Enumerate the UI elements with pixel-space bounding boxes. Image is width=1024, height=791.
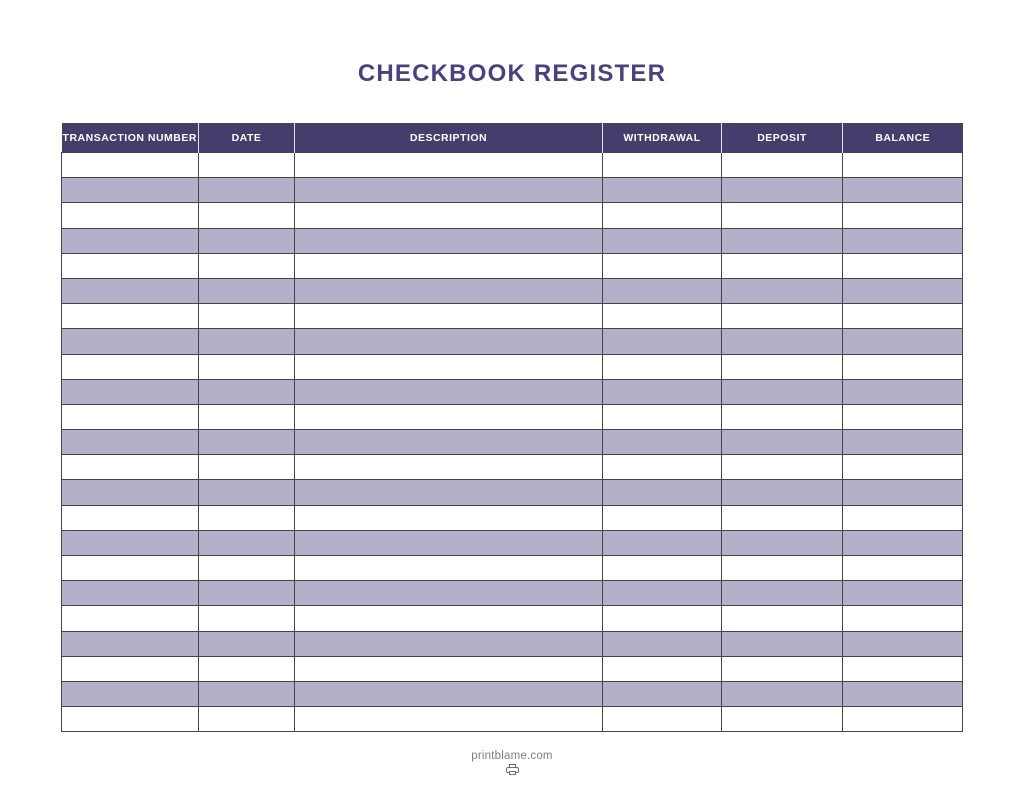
table-cell: [843, 153, 963, 178]
table-row: [62, 656, 963, 681]
table-cell: [603, 631, 722, 656]
table-cell: [295, 278, 603, 303]
table-row: [62, 329, 963, 354]
table-cell: [62, 707, 199, 732]
table-cell: [603, 203, 722, 228]
table-row: [62, 631, 963, 656]
table-cell: [199, 278, 295, 303]
footer: [0, 750, 1024, 775]
table-cell: [62, 430, 199, 455]
column-header-transaction-number: TRANSACTION NUMBER: [62, 123, 199, 153]
table-cell: [62, 480, 199, 505]
table-cell: [62, 203, 199, 228]
table-cell: [62, 505, 199, 530]
table-cell: [62, 178, 199, 203]
table-cell: [199, 404, 295, 429]
table-row: [62, 707, 963, 732]
table-cell: [843, 480, 963, 505]
table-cell: [603, 404, 722, 429]
table-cell: [722, 581, 843, 606]
table-cell: [295, 681, 603, 706]
table-cell: [722, 556, 843, 581]
table-cell: [199, 556, 295, 581]
table-cell: [199, 178, 295, 203]
table-cell: [603, 530, 722, 555]
table-cell: [295, 379, 603, 404]
table-cell: [62, 304, 199, 329]
table-cell: [843, 379, 963, 404]
table-cell: [199, 253, 295, 278]
table-cell: [722, 153, 843, 178]
table-row: [62, 228, 963, 253]
table-cell: [62, 153, 199, 178]
table-cell: [722, 203, 843, 228]
table-cell: [843, 278, 963, 303]
table-row: [62, 278, 963, 303]
table-cell: [62, 681, 199, 706]
table-row: [62, 404, 963, 429]
table-cell: [843, 203, 963, 228]
table-cell: [843, 455, 963, 480]
table-cell: [722, 656, 843, 681]
table-cell: [603, 153, 722, 178]
table-cell: [722, 354, 843, 379]
table-cell: [603, 606, 722, 631]
table-cell: [603, 379, 722, 404]
table-cell: [62, 631, 199, 656]
table-row: [62, 455, 963, 480]
register-table: [61, 123, 963, 732]
table-cell: [843, 681, 963, 706]
table-row: [62, 253, 963, 278]
table-cell: [603, 480, 722, 505]
table-cell: [603, 329, 722, 354]
table-cell: [295, 505, 603, 530]
table-cell: [843, 581, 963, 606]
table-cell: [603, 304, 722, 329]
column-header-date: DATE: [199, 123, 295, 153]
column-header-balance: BALANCE: [843, 123, 963, 153]
table-cell: [295, 530, 603, 555]
table-cell: [843, 556, 963, 581]
table-cell: [199, 329, 295, 354]
table-cell: [843, 404, 963, 429]
table-cell: [603, 178, 722, 203]
table-cell: [295, 228, 603, 253]
table-cell: [62, 606, 199, 631]
table-row: [62, 304, 963, 329]
table-cell: [199, 606, 295, 631]
table-cell: [722, 178, 843, 203]
table-row: [62, 581, 963, 606]
table-cell: [722, 228, 843, 253]
table-cell: [603, 656, 722, 681]
table-cell: [295, 656, 603, 681]
table-cell: [722, 379, 843, 404]
table-body: [62, 153, 963, 732]
table-row: [62, 681, 963, 706]
table-cell: [603, 430, 722, 455]
table-row: [62, 505, 963, 530]
table-cell: [62, 228, 199, 253]
table-cell: [603, 581, 722, 606]
table-cell: [199, 505, 295, 530]
table-cell: [603, 228, 722, 253]
table-cell: [722, 329, 843, 354]
table-cell: [62, 329, 199, 354]
table-cell: [295, 581, 603, 606]
table-cell: [295, 556, 603, 581]
table-cell: [722, 278, 843, 303]
table-cell: [603, 278, 722, 303]
table-row: [62, 480, 963, 505]
table-header-row: [62, 123, 963, 153]
table-cell: [722, 253, 843, 278]
table-cell: [295, 153, 603, 178]
page-title: CHECKBOOK REGISTER: [357, 60, 667, 87]
column-header-description: DESCRIPTION: [295, 123, 603, 153]
table-cell: [199, 203, 295, 228]
table-row: [62, 178, 963, 203]
printer-icon: [0, 764, 1024, 775]
table-cell: [843, 530, 963, 555]
table-cell: [62, 556, 199, 581]
table-cell: [199, 379, 295, 404]
table-cell: [295, 203, 603, 228]
table-cell: [603, 556, 722, 581]
table-cell: [722, 707, 843, 732]
table-cell: [843, 354, 963, 379]
table-row: [62, 430, 963, 455]
table-cell: [199, 228, 295, 253]
table-cell: [843, 329, 963, 354]
table-cell: [62, 581, 199, 606]
footer-site-text: printblame.com: [471, 750, 553, 762]
table-cell: [843, 228, 963, 253]
table-cell: [295, 304, 603, 329]
table-cell: [62, 278, 199, 303]
table-cell: [843, 707, 963, 732]
table-cell: [843, 304, 963, 329]
table-cell: [843, 253, 963, 278]
table-cell: [843, 656, 963, 681]
table-cell: [199, 707, 295, 732]
table-cell: [199, 681, 295, 706]
table-cell: [603, 681, 722, 706]
table-row: [62, 153, 963, 178]
table-row: [62, 606, 963, 631]
table-row: [62, 354, 963, 379]
table-cell: [603, 455, 722, 480]
table-cell: [722, 304, 843, 329]
table-cell: [199, 656, 295, 681]
table-cell: [295, 631, 603, 656]
table-cell: [295, 253, 603, 278]
table-cell: [295, 178, 603, 203]
table-cell: [62, 455, 199, 480]
table-cell: [843, 606, 963, 631]
table-cell: [295, 329, 603, 354]
table-cell: [295, 430, 603, 455]
table-cell: [295, 404, 603, 429]
table-cell: [199, 631, 295, 656]
column-header-deposit: DEPOSIT: [722, 123, 843, 153]
table-cell: [62, 253, 199, 278]
table-cell: [199, 530, 295, 555]
table-cell: [722, 530, 843, 555]
table-cell: [722, 480, 843, 505]
table-cell: [843, 430, 963, 455]
table-cell: [199, 153, 295, 178]
table-cell: [199, 455, 295, 480]
table-cell: [722, 681, 843, 706]
table-cell: [295, 480, 603, 505]
column-header-withdrawal: WITHDRAWAL: [603, 123, 722, 153]
table-cell: [295, 455, 603, 480]
table-cell: [722, 606, 843, 631]
table-cell: [199, 304, 295, 329]
table-cell: [199, 581, 295, 606]
table-row: [62, 530, 963, 555]
table-cell: [843, 178, 963, 203]
table-cell: [722, 505, 843, 530]
table-cell: [295, 606, 603, 631]
table-row: [62, 379, 963, 404]
table-cell: [199, 354, 295, 379]
table-cell: [603, 707, 722, 732]
table-cell: [722, 404, 843, 429]
table-cell: [62, 530, 199, 555]
table-cell: [722, 430, 843, 455]
table-cell: [843, 631, 963, 656]
table-cell: [722, 455, 843, 480]
table-cell: [843, 505, 963, 530]
table-cell: [722, 631, 843, 656]
table-cell: [62, 354, 199, 379]
table-cell: [603, 354, 722, 379]
table-cell: [62, 656, 199, 681]
table-cell: [603, 253, 722, 278]
table-cell: [199, 480, 295, 505]
table-cell: [603, 505, 722, 530]
table-cell: [62, 379, 199, 404]
table-cell: [62, 404, 199, 429]
table-cell: [295, 707, 603, 732]
table-cell: [295, 354, 603, 379]
table-cell: [199, 430, 295, 455]
table-row: [62, 203, 963, 228]
table-row: [62, 556, 963, 581]
